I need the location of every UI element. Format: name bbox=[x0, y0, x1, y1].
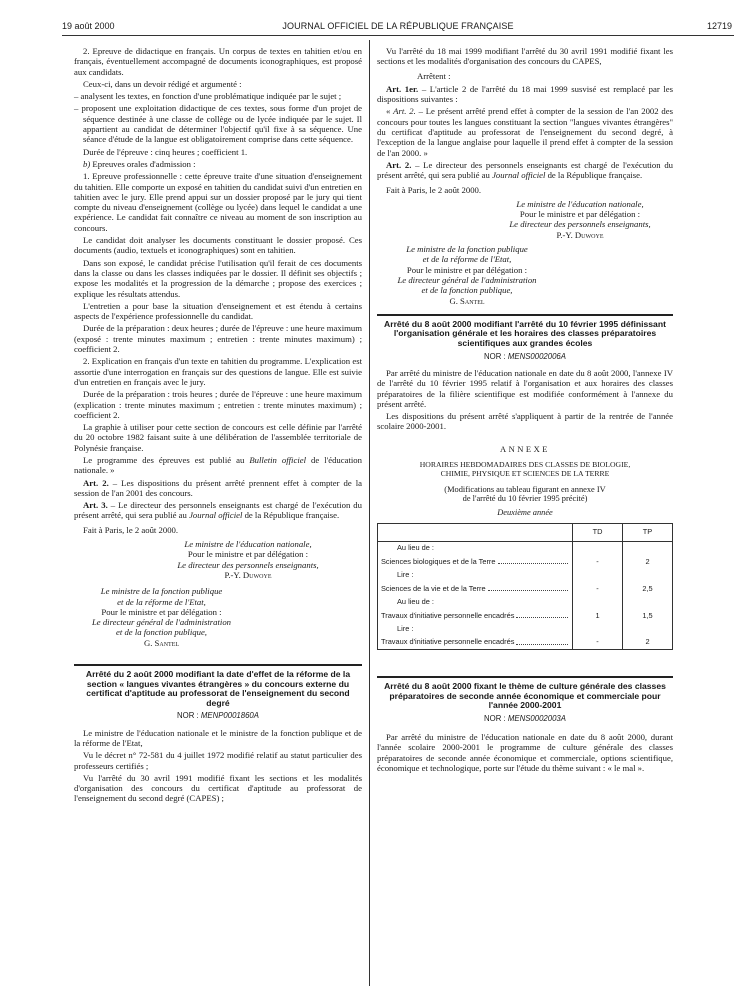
paragraph: Par arrêté du ministre de l'éducation nationale en date du 8 août 2000, l'annexe IV de l'arrêté du 10 février 1995 relatif à l'organisation et aux horaires des classes préparatoires de la filière scientifique est modifiée conformément à l'annexe du présent arrêté. bbox=[377, 367, 673, 409]
nor-reference bbox=[377, 352, 673, 362]
signatory-title: et de la réforme de l'Etat, bbox=[117, 596, 206, 607]
decree-separator bbox=[74, 664, 362, 722]
decree-title: Arrêté du 2 août 2000 modifiant la date d'effet de la réforme de la section « langues vivantes étrangères » du concours externe du certificat d'aptitude au professorat de l'enseignement du second degré bbox=[85, 669, 351, 708]
row-subject: Travaux d'initiative personnelle encadrés bbox=[381, 610, 515, 620]
paragraph: Vu le décret n° 72-581 du 4 juillet 1972 modifié relatif au statut particulier des professeurs certifiés ; bbox=[74, 750, 362, 771]
publication-name: Bulletin officiel bbox=[249, 454, 307, 465]
paragraph: 1. Epreuve professionnelle : cette épreuve traite d'une situation d'enseignement du tahitien. Elle comporte un exposé en tahitien du candidat suivi d'un entretien en tahitien avec le jury. Elle prend appui sur un dossier proposé par le jury qui tient compte du niveau d'enseignement (collège ou lycée) dans lequel le candidat a une expérience. Le candidat fait connaître ce niveau au moment de son inscription au concours. bbox=[74, 171, 362, 233]
item-text: Epreuves orales d'admission : bbox=[90, 158, 196, 169]
nor-label: NOR : bbox=[484, 351, 506, 361]
column-divider bbox=[369, 40, 370, 986]
publication-name: Journal officiel bbox=[492, 170, 546, 181]
signatory-name: G. Santel bbox=[143, 637, 180, 648]
td-value bbox=[573, 596, 623, 610]
publication-name: Journal officiel bbox=[189, 510, 243, 521]
right-column bbox=[377, 46, 673, 775]
signatory-name: P.-Y. Duwoye bbox=[224, 569, 272, 580]
row-leader bbox=[381, 611, 569, 621]
table-corner bbox=[378, 524, 573, 542]
annex-heading: ANNEXE bbox=[500, 443, 550, 454]
article bbox=[377, 84, 673, 105]
quoted-article bbox=[377, 106, 673, 157]
article-text: – Le directeur des personnels enseignants est chargé de l'exécution du présent arrêté, qui sera publié au bbox=[377, 159, 674, 181]
decree-title: Arrêté du 8 août 2000 fixant le thème de culture générale des classes préparatoires de seconde année économique et commerciale pour l'année 2000-2001 bbox=[384, 681, 666, 711]
year-label: Deuxième année bbox=[497, 507, 553, 517]
signatory-title: Le directeur des personnels enseignants, bbox=[509, 219, 651, 230]
article-number: Art. 1er. bbox=[386, 83, 419, 94]
schedule-table bbox=[377, 523, 673, 650]
row-leader bbox=[381, 584, 569, 594]
row-heading: Au lieu de : bbox=[397, 543, 434, 553]
paragraph: Vu l'arrêté du 30 avril 1991 modifié fixant les sections et les modalités d'organisation des concours du certificat d'aptitude au professorat de l'enseignement du second degré (CAPES) ; bbox=[74, 772, 362, 804]
tp-value bbox=[623, 623, 673, 637]
signatory-title: Le ministre de l'éducation nationale, bbox=[184, 539, 312, 550]
signature-block bbox=[134, 539, 362, 580]
table-row bbox=[378, 542, 673, 556]
row-subject: Travaux d'initiative personnelle encadrés bbox=[381, 637, 515, 647]
signature-block bbox=[74, 586, 249, 648]
article-text: – L'article 2 de l'arrêté du 18 mai 1999 susvisé est remplacé par les dispositions suivantes : bbox=[377, 83, 674, 105]
td-value bbox=[573, 542, 623, 556]
arretent-line: Arrêtent : bbox=[417, 70, 451, 81]
signature-block bbox=[487, 199, 673, 240]
td-value bbox=[573, 623, 623, 637]
row-label bbox=[378, 542, 573, 556]
dot-leader bbox=[516, 637, 568, 644]
row-label bbox=[378, 582, 573, 596]
table-body bbox=[378, 542, 673, 650]
nor-reference bbox=[74, 711, 362, 721]
signatory-title: Le ministre de la fonction publique bbox=[406, 244, 528, 255]
annex-title: CHIMIE, PHYSIQUE ET SCIENCES DE LA TERRE bbox=[440, 469, 610, 479]
paragraph: 2. Explication en français d'un texte en tahitien du programme. L'explication est assortie d'une interrogation en français sur des questions de langue. Elle est suivie d'un entretien en français avec le jury. bbox=[74, 356, 362, 387]
column-header-tp: TP bbox=[623, 524, 673, 542]
signatory-name: G. Santel bbox=[449, 295, 485, 306]
nor-reference bbox=[377, 714, 673, 724]
article-text: – Le directeur des personnels enseignants est chargé de l'exécution du présent arrêté, qui sera publié au bbox=[74, 500, 362, 521]
dot-leader bbox=[516, 611, 568, 618]
list-item: – proposent une exploitation didactique de ces textes, sous forme d'un projet de séquence destinée à une classe de collège ou de lycée indiquée par le sujet. Il appartient au candidat de déterminer l'objectif qu'il fixe à sa séquence. Une séance d'étude de la langue est obligatoirement comprise dans cette séquence. bbox=[74, 103, 362, 145]
table-row bbox=[378, 609, 673, 623]
delegation-line: Pour le ministre et par délégation : bbox=[406, 264, 528, 275]
paragraph: Le candidat doit analyser les documents constituant le dossier proposé. Ces documents (audio, textuels et iconographiques) sont en tahitien. bbox=[74, 235, 362, 256]
row-label bbox=[378, 569, 573, 583]
article-number: Art. 2. bbox=[386, 159, 412, 170]
left-column bbox=[74, 46, 362, 806]
tp-value bbox=[623, 569, 673, 583]
row-heading: Lire : bbox=[397, 624, 414, 634]
article-text: – Les dispositions du présent arrêté prennent effet à compter de la session de l'an 2001 des concours. bbox=[74, 477, 362, 498]
nor-label: NOR : bbox=[177, 711, 199, 721]
list-item: – analysent les textes, en fonction d'une problématique indiquée par le sujet ; bbox=[74, 91, 342, 102]
decree-separator bbox=[377, 676, 673, 724]
paragraph: Par arrêté du ministre de l'éducation nationale en date du 8 août 2000, durant l'année scolaire 2000-2001 le programme de culture générale des classes préparatoires de seconde année économique et commerciale, options scientifique, économique et technologique, porte sur l'étude du thème suivant : « le mal ». bbox=[377, 732, 673, 773]
article bbox=[74, 500, 362, 521]
signing-place-date: Fait à Paris, le 2 août 2000. bbox=[386, 184, 482, 195]
signatory-title: et de la fonction publique, bbox=[116, 627, 207, 638]
nor-code: MENP0001860A bbox=[200, 711, 259, 721]
table-header-row bbox=[378, 524, 673, 542]
item-letter: b) bbox=[83, 158, 91, 169]
decree-separator bbox=[377, 314, 673, 362]
row-leader bbox=[381, 557, 569, 567]
tp-value: 2,5 bbox=[623, 582, 673, 596]
table-row bbox=[378, 555, 673, 569]
journal-title: JOURNAL OFFICIEL DE LA RÉPUBLIQUE FRANÇAISE bbox=[282, 21, 514, 31]
row-subject: Sciences biologiques et de la Terre bbox=[381, 556, 496, 566]
nor-code: MENS0002006A bbox=[507, 351, 566, 361]
td-value: 1 bbox=[573, 609, 623, 623]
article bbox=[74, 478, 362, 499]
table-row bbox=[378, 623, 673, 637]
signatory-title: et de la fonction publique, bbox=[421, 285, 513, 296]
signatory-title: et de la réforme de l'Etat, bbox=[422, 254, 512, 265]
article-number: Art. 3. bbox=[83, 500, 108, 511]
row-heading: Au lieu de : bbox=[397, 597, 434, 607]
tp-value bbox=[623, 596, 673, 610]
article bbox=[377, 160, 673, 181]
annex-note: de l'arrêté du 10 février 1995 précité) bbox=[462, 494, 588, 504]
paragraph: Vu l'arrêté du 18 mai 1999 modifiant l'arrêté du 30 avril 1991 modifié fixant les sections et les modalités d'organisation des concours du CAPES, bbox=[377, 46, 673, 67]
nor-code: MENS0002003A bbox=[507, 713, 566, 723]
dot-leader bbox=[488, 584, 568, 591]
annex-title: HORAIRES HEBDOMADAIRES DES CLASSES DE BIOLOGIE, bbox=[419, 459, 631, 469]
tp-value: 2 bbox=[623, 636, 673, 650]
page-number: 12719 bbox=[706, 21, 732, 31]
paragraph: Durée de la préparation : trois heures ; durée de l'épreuve : une heure maximum (explication : trente minutes maximum ; entretien : trente minutes maximum) ; coefficient 2. bbox=[74, 389, 362, 420]
table-row bbox=[378, 582, 673, 596]
table-row bbox=[378, 569, 673, 583]
article-text: – Le présent arrêté prend effet à compter de la session de l'an 2002 des concours pour toutes les langues constituant la section "langues vivantes étrangères" du certificat d'aptitude au professorat de l'enseignement du second degré, à l'exception de la langue anglaise pour laquelle il prend effet à compter de la session de l'an 2000. » bbox=[377, 106, 674, 158]
article-number: Art. 2. bbox=[393, 106, 416, 117]
signatory-title: Le directeur des personnels enseignants, bbox=[177, 559, 319, 570]
article-text: de la République française. bbox=[545, 170, 643, 181]
signatory-title: Le directeur général de l'administration bbox=[397, 274, 537, 285]
table-row bbox=[378, 596, 673, 610]
row-leader bbox=[381, 637, 569, 647]
article-number: Art. 2. bbox=[83, 477, 109, 488]
tp-value: 2 bbox=[623, 555, 673, 569]
td-value: - bbox=[573, 555, 623, 569]
nor-label: NOR : bbox=[484, 713, 506, 723]
paragraph: 2. Epreuve de didactique en français. Un corpus de textes en tahitien et/ou en français, éventuellement accompagné de documents iconographiques, est proposé aux candidats. bbox=[74, 46, 362, 77]
td-value: - bbox=[573, 636, 623, 650]
table-row bbox=[378, 636, 673, 650]
paragraph: Ceux-ci, dans un devoir rédigé et argumenté : bbox=[83, 78, 242, 89]
text-run: de l'éducation nationale. » bbox=[74, 454, 362, 476]
issue-date: 19 août 2000 bbox=[62, 21, 115, 31]
paragraph: L'entretien a pour base la situation d'enseignement et est étendu à certains aspects de l'expérience professionnelle du candidat. bbox=[74, 300, 362, 322]
text-run: Le programme des épreuves est publié au bbox=[83, 454, 250, 465]
annex-note: (Modifications au tableau figurant en annexe IV bbox=[444, 484, 606, 494]
column-header-td: TD bbox=[573, 524, 623, 542]
article-text: de la République française. bbox=[242, 510, 340, 521]
row-label bbox=[378, 623, 573, 637]
row-label bbox=[378, 596, 573, 610]
td-value: - bbox=[573, 582, 623, 596]
signatory-title: Le directeur général de l'administration bbox=[91, 617, 232, 628]
page-header bbox=[62, 20, 734, 36]
tp-value: 1,5 bbox=[623, 609, 673, 623]
signatory-name: P.-Y. Duwoye bbox=[556, 229, 604, 240]
td-value bbox=[573, 569, 623, 583]
decree-title: Arrêté du 8 août 2000 modifiant l'arrêté du 10 février 1995 définissant l'organisation générale et les horaires des classes préparatoires scientifiques aux grandes écoles bbox=[384, 318, 666, 349]
tp-value bbox=[623, 542, 673, 556]
row-label bbox=[378, 636, 573, 650]
signing-place-date: Fait à Paris, le 2 août 2000. bbox=[83, 524, 179, 535]
dot-leader bbox=[498, 557, 569, 564]
delegation-line: Pour le ministre et par délégation : bbox=[187, 549, 309, 560]
paragraph: Le ministre de l'éducation nationale et le ministre de la fonction publique et de la réforme de l'Etat, bbox=[74, 727, 362, 748]
paragraph: Durée de l'épreuve : cinq heures ; coefficient 1. bbox=[83, 146, 248, 157]
paragraph bbox=[74, 159, 362, 169]
paragraph: Durée de la préparation : deux heures ; durée de l'épreuve : une heure maximum (exposé : trente minutes maximum ; entretien : trente minutes maximum) ; coefficient 2. bbox=[74, 323, 362, 355]
paragraph bbox=[74, 455, 362, 476]
row-heading: Lire : bbox=[397, 570, 414, 580]
paragraph: Dans son exposé, le candidat précise l'utilisation qu'il ferait de ces documents dans la classe ou dans les classes indiquées par le dossier. Il définit ses objectifs ; expose les modalités et la progression de la démarche ; propose des exercices ; explique les résultats attendus. bbox=[74, 257, 362, 299]
row-label bbox=[378, 555, 573, 569]
row-subject: Sciences de la vie et de la Terre bbox=[381, 583, 486, 593]
signature-block bbox=[377, 244, 557, 306]
paragraph: La graphie à utiliser pour cette section de concours est celle définie par l'arrêté du 20 octobre 1982 faisant suite à une délibération de l'assemblée territoriale de Polynésie française. bbox=[74, 422, 362, 453]
quote-mark: « bbox=[386, 106, 394, 117]
delegation-line: Pour le ministre et par délégation : bbox=[519, 209, 641, 220]
delegation-line: Pour le ministre et par délégation : bbox=[101, 606, 222, 617]
row-label bbox=[378, 609, 573, 623]
signatory-title: Le ministre de la fonction publique bbox=[100, 586, 223, 597]
signatory-title: Le ministre de l'éducation nationale, bbox=[516, 198, 644, 209]
paragraph: Les dispositions du présent arrêté s'appliquent à partir de la rentrée de l'année scolaire 2000-2001. bbox=[377, 411, 673, 432]
